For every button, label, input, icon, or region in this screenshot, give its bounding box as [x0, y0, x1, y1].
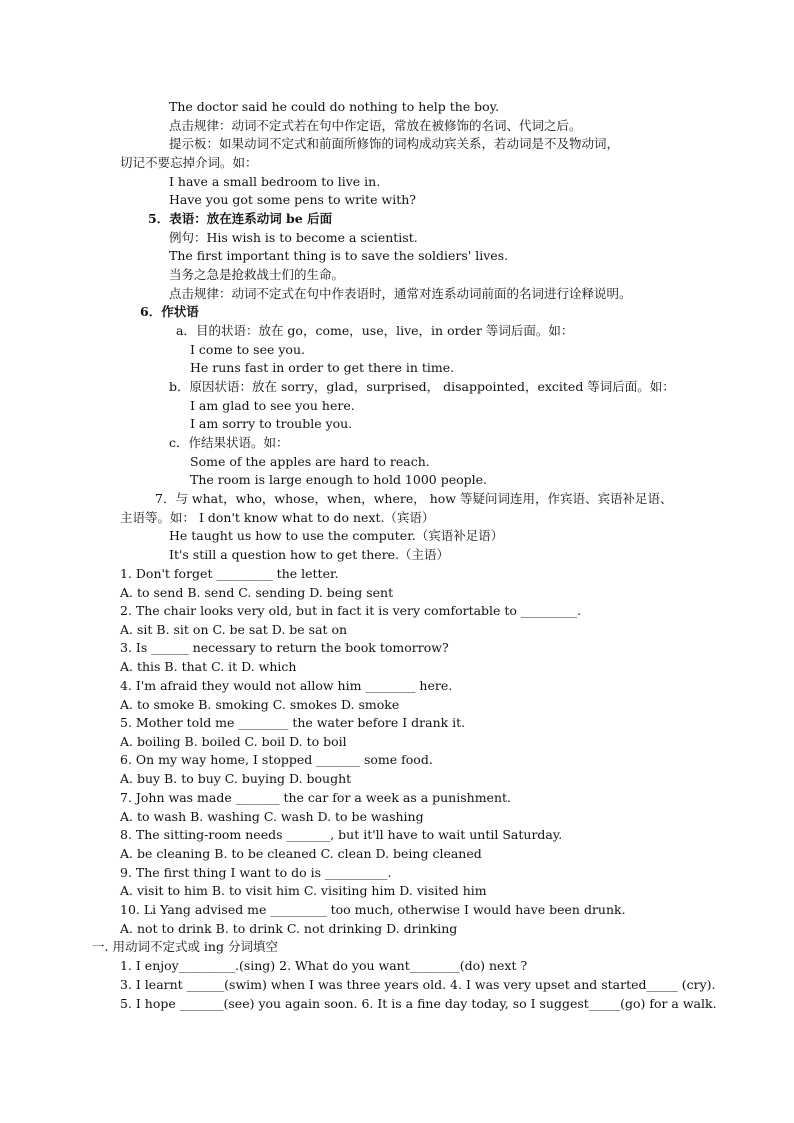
text-line: He taught us how to use the computer.（宾语补足语） [169, 528, 504, 543]
text-line: 主语等。如： I don't know what to do next.（宾语） [120, 510, 435, 525]
text-line: 例句：His wish is to become a scientist. [169, 230, 418, 245]
text-line: 当务之急是抢救战士们的生命。 [169, 267, 345, 282]
text-line: 1. I enjoy_________.(sing) 2. What do you want________(do) next ? [120, 958, 528, 973]
text-line: 一. 用动词不定式或 ing 分词填空 [92, 939, 278, 954]
text-line: A. to wash B. washing C. wash D. to be washing [120, 809, 424, 824]
text-line: 8. The sitting-room needs _______, but it'll have to wait until Saturday. [120, 827, 563, 842]
text-line: It's still a question how to get there.（主语） [169, 547, 450, 562]
text-line: A. buy B. to buy C. buying D. bought [120, 771, 352, 786]
text-line: A. sit B. sit on C. be sat D. be sat on [120, 622, 348, 637]
text-line: a．目的状语：放在 go，come，use，live，in order 等词后面。如： [176, 323, 574, 338]
text-line: I come to see you. [190, 342, 305, 357]
text-line: 6．作状语 [140, 304, 199, 319]
text-line: 6. On my way home, I stopped _______ some food. [120, 752, 433, 767]
text-line: 5. Mother told me ________ the water before I drank it. [120, 715, 466, 730]
text-line: A. visit to him B. to visit him C. visiting him D. visited him [120, 883, 487, 898]
text-line: 3. I learnt ______(swim) when I was three years old. 4. I was very upset and started_____ (cry). [120, 977, 716, 992]
text-line: The doctor said he could do nothing to help the boy. [169, 99, 500, 114]
text-line: 1. Don't forget _________ the letter. [120, 566, 339, 581]
text-line: The first important thing is to save the soldiers' lives. [169, 248, 509, 263]
text-line: 5. I hope _______(see) you again soon. 6. It is a fine day today, so I suggest_____(go) for a walk. [120, 996, 717, 1011]
text-line: A. to send B. send C. sending D. being sent [120, 585, 394, 600]
text-line: I am glad to see you here. [190, 398, 355, 413]
text-line: I have a small bedroom to live in. [169, 174, 381, 189]
text-line: b．原因状语：放在 sorry，glad，surprised， disappointed，excited 等词后面。如： [169, 379, 675, 394]
text-line: I am sorry to trouble you. [190, 416, 353, 431]
text-line: 4. I'm afraid they would not allow him ________ here. [120, 678, 453, 693]
text-line: c．作结果状语。如： [169, 435, 289, 450]
text-line: A. be cleaning B. to be cleaned C. clean D. being cleaned [120, 846, 482, 861]
text-line: 点击规律：动词不定式若在句中作定语，常放在被修饰的名词、代词之后。 [169, 118, 582, 133]
text-line: The room is large enough to hold 1000 people. [190, 472, 487, 487]
text-line: 3. Is ______ necessary to return the book tomorrow? [120, 640, 449, 655]
text-line: 5．表语：放在连系动词 be 后面 [148, 211, 333, 226]
text-line: 9. The first thing I want to do is __________. [120, 865, 392, 880]
text-line: He runs fast in order to get there in time. [190, 360, 455, 375]
text-line: A. this B. that C. it D. which [120, 659, 297, 674]
text-line: 2. The chair looks very old, but in fact it is very comfortable to _________. [120, 603, 582, 618]
text-line: 10. Li Yang advised me _________ too much, otherwise I would have been drunk. [120, 902, 626, 917]
text-line: A. to smoke B. smoking C. smokes D. smoke [120, 697, 400, 712]
text-line: 切记不要忘掉介词。如： [120, 155, 258, 170]
text-line: A. boiling B. boiled C. boil D. to boil [120, 734, 347, 749]
text-line: 7. John was made _______ the car for a week as a punishment. [120, 790, 511, 805]
text-line: 提示板：如果动词不定式和前面所修饰的词构成动宾关系，若动词是不及物动词， [169, 136, 620, 151]
text-line: 点击规律：动词不定式在句中作表语时，通常对连系动词前面的名词进行诠释说明。 [169, 286, 632, 301]
text-line: A. not to drink B. to drink C. not drinking D. drinking [120, 921, 458, 936]
text-line: Some of the apples are hard to reach. [190, 454, 430, 469]
text-line: Have you got some pens to write with? [169, 192, 416, 207]
text-line: 7．与 what，who，whose，when，where， how 等疑问词连用，作宾语、宾语补足语、 [155, 491, 673, 506]
